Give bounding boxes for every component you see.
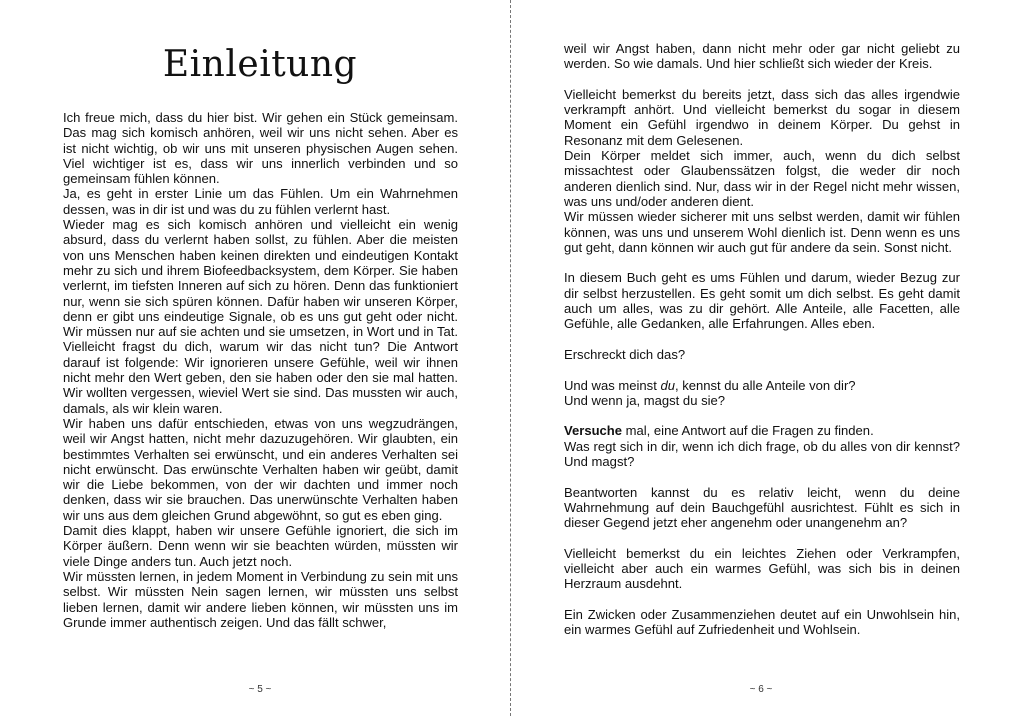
- text-run: Und was meinst: [564, 377, 661, 393]
- emphasis: du: [660, 377, 675, 393]
- paragraph-spacer: [564, 255, 960, 270]
- bold-text: Versuche: [564, 423, 623, 439]
- paragraph: Vielleicht bemerkst du ein leichtes Ziehen oder Verkrampfen, vielleicht aber auch ein warmes Gefühl, was sich bis in deinen Herzraum ausdehnt.: [564, 545, 960, 592]
- paragraph-spacer: [564, 362, 960, 377]
- paragraph: [564, 378, 960, 393]
- paragraph: Ein Zwicken oder Zusammenziehen deutet auf ein Unwohlsein hin, ein warmes Gefühl auf Zufriedenheit und Wohlsein.: [564, 606, 960, 638]
- paragraph: Vielleicht bemerkst du bereits jetzt, dass sich das alles irgendwie verkrampft anhört. Und vielleicht bemerkst du sogar in diesem Moment ein Gefühl irgendwo in deinem Körper. Du gehst in Resonanz mit dem Gelesenen.: [564, 86, 960, 148]
- page-number: ~ 6 ~: [749, 684, 773, 695]
- chapter-title: Einleitung: [162, 44, 358, 85]
- paragraph: Was regt sich in dir, wenn ich dich frage, ob du alles von dir kennst? Und magst?: [564, 438, 960, 470]
- right-page-body: [564, 41, 960, 638]
- text-run: mal, eine Antwort auf die Fragen zu finden.: [622, 423, 874, 439]
- page-number: ~ 5 ~: [248, 684, 272, 695]
- paragraph: Beantworten kannst du es relativ leicht, wenn du deine Wahrnehmung auf dein Bauchgefühl ausrichtest. Fühlt es sich in dieser Gegend jetzt eher angenehm oder unangenehm an?: [564, 484, 960, 531]
- paragraph-spacer: [564, 531, 960, 546]
- paragraph: In diesem Buch geht es ums Fühlen und darum, wieder Bezug zur dir selbst herzustellen. Es geht somit um dich selbst. Es geht damit auch um alles, was zu dir gehört. Alle Anteile, alle Facetten, alle Gefühle, alle Gedanken, alle Erfahrungen. Alles eben.: [564, 270, 960, 332]
- right-page: [512, 0, 1020, 716]
- paragraph: [564, 423, 960, 438]
- paragraph: Wieder mag es sich komisch anhören und vielleicht ein wenig absurd, dass du verlernt haben sollst, zu fühlen. Aber die meisten von uns Menschen haben keinen direkten und eindeutigen Kontakt mehr zu sich und ihrem Biofeedbacksystem, dem Körper. Sie haben verlernt, im tiefsten Inneren auf sich zu hören. Denn das funktioniert nur, wenn sie sich spüren können. Dafür haben wir unseren Körper, denn er gibt uns eindeutige Signale, ob es uns gut geht oder nicht. Wir müssen nur auf sie achten und sie umsetzen, in Wort und in Tat. Vielleicht fragst du dich, warum wir das nicht tun? Die Antwort darauf ist folgende: Wir ignorieren unsere Gefühle, weil wir ihnen nicht mehr den Wert geben, den sie haben oder den sie mal hatten. Wir wollten vergessen, wieviel Wert sie sind. Das mussten wir auch, damals, als wir klein waren.: [63, 217, 458, 416]
- left-page: [0, 0, 508, 716]
- paragraph-spacer: [564, 592, 960, 607]
- paragraph-spacer: [564, 332, 960, 347]
- paragraph: Damit dies klappt, haben wir unsere Gefühle ignoriert, die sich im Körper äußern. Denn wenn wir sie beachten würden, müssten wir viele Dinge anders tun. Auch jetzt noch.: [63, 523, 458, 569]
- paragraph: Wir haben uns dafür entschieden, etwas von uns wegzudrängen, weil wir Angst hatten, nicht mehr dazuzugehören. Wir glaubten, ein bestimmtes Verhalten sei erwünscht, und ein anderes Verhalten sei nicht erwünscht. Das erwünschte Verhalten haben wir geübt, damit wir die Liebe bekommen, von der wir dachten und immer noch denken, dass wir sie brauchen. Das unerwünschte Verhalten haben wir uns aus dem gleichen Grund abgewöhnt, so gut es eben ging.: [63, 415, 458, 523]
- paragraph: Und wenn ja, magst du sie?: [564, 392, 726, 408]
- paragraph: Dein Körper meldet sich immer, auch, wenn du dich selbst missachtest oder Glaubenssätzen folgst, die weder dir noch anderen dienlich sind. Nur, dass wir in der Regel nicht mehr wissen, was uns und/oder anderen dient.: [564, 148, 960, 209]
- paragraph: Erschreckt dich das?: [564, 346, 686, 362]
- left-page-body: [63, 110, 458, 630]
- paragraph: Ich freue mich, dass du hier bist. Wir gehen ein Stück gemeinsam. Das mag sich komisch anhören, weil wir uns nicht sehen. Aber es ist nicht wichtig, ob wir uns mit unseren physischen Augen sehen. Viel wichtiger ist es, dass wir uns innerlich verbinden und so gemeinsam fühlen können.: [63, 110, 458, 187]
- paragraph: Wir müssten lernen, in jedem Moment in Verbindung zu sein mit uns selbst. Wir müssten Nein sagen lernen, wir müssten uns selbst lieben lernen, damit wir andere lieben können, wir müssten uns im Grunde immer authentisch zeigen. Und das fällt schwer,: [63, 568, 458, 630]
- paragraph: Ja, es geht in erster Linie um das Fühlen. Um ein Wahrnehmen dessen, was in dir ist und was du zu fühlen verlernt hast.: [63, 186, 458, 217]
- paragraph-spacer: [564, 408, 960, 423]
- text-run: , kennst du alle Anteile von dir?: [674, 377, 856, 393]
- paragraph-spacer: [564, 469, 960, 484]
- paragraph: Wir müssen wieder sicherer mit uns selbst werden, damit wir fühlen können, was uns und unserem Wohl dienlich ist. Denn wenn es uns gut geht, dann können wir auch gut für andere da sein. Sonst nicht.: [564, 209, 960, 255]
- page-divider: [510, 0, 511, 716]
- paragraph-spacer: [564, 72, 960, 87]
- paragraph: weil wir Angst haben, dann nicht mehr oder gar nicht geliebt zu werden. So wie damals. Und hier schließt sich wieder der Kreis.: [564, 41, 960, 72]
